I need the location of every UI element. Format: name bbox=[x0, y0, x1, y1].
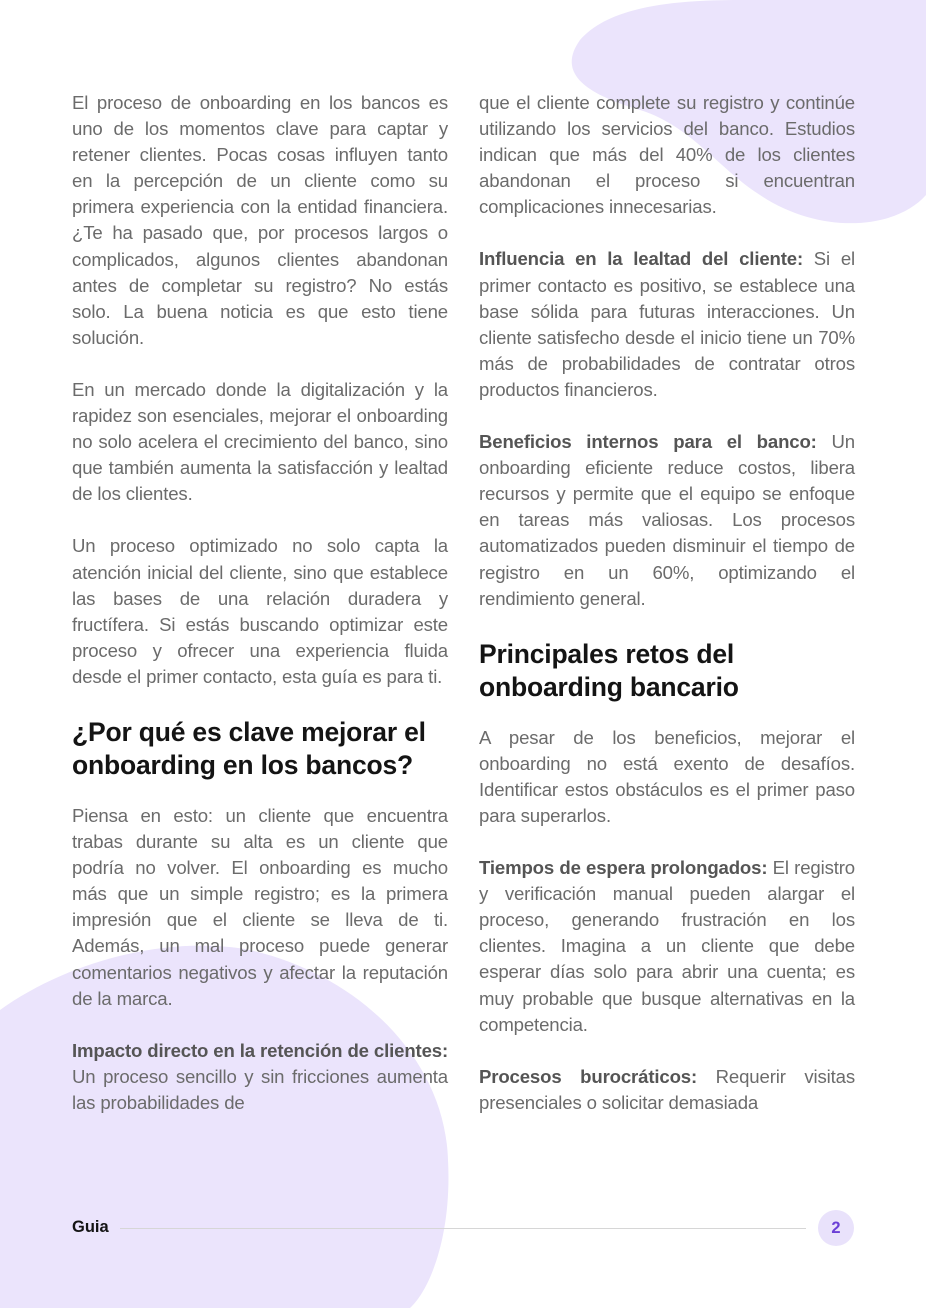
think-about-this-paragraph: Piensa en esto: un cliente que encuentra trabas durante su alta es un cliente que podría no volver. El onboarding es mucho más que un simple registro; es la primera impresión que el cliente se lleva de ti. Además, un mal proceso puede generar comentarios negativos y afectar la reputación de la marca. bbox=[72, 804, 448, 1009]
retention-lead: Impacto directo en la retención de clientes: bbox=[72, 1039, 448, 1061]
internal-benefits-text: Un onboarding eficiente reduce costos, libera recursos y permite que el equipo se enfoque en tareas más valiosas. Los procesos automatizados pueden disminuir el tiempo de registro en un 60%, optimizando el rendimiento general. bbox=[479, 431, 855, 609]
loyalty-text: Si el primer contacto es positivo, se establece una base sólida para futuras interacciones. Un cliente satisfecho desde el inicio tiene un 70% más de probabilidades de contratar otros productos financieros. bbox=[479, 248, 856, 400]
section-heading-challenges: Principales retos del onboarding bancario bbox=[479, 638, 739, 703]
retention-paragraph bbox=[72, 1038, 448, 1116]
loyalty-lead: Influencia en la lealtad del cliente: bbox=[479, 248, 804, 270]
retention-text: Un proceso sencillo y sin fricciones aumenta las probabilidades de bbox=[72, 1065, 448, 1113]
internal-benefits-lead: Beneficios internos para el banco: bbox=[479, 431, 817, 453]
wait-times-lead: Tiempos de espera prolongados: bbox=[479, 857, 768, 879]
intro-paragraph: El proceso de onboarding en los bancos es uno de los momentos clave para captar y retener clientes. Pocas cosas influyen tanto en la percepción de un cliente como su primera experiencia con la entidad financiera. ¿Te ha pasado que, por procesos largos o complicados, algunos clientes abandonan antes de completar su registro? No estás solo. La buena noticia es que esto tiene solución. bbox=[72, 92, 448, 348]
wait-times-text: El registro y verificación manual pueden alargar el proceso, generando frustración en los clientes. Imagina a un cliente que debe esperar días solo para abrir una cuenta; es muy probable que busque alternativas en la competencia. bbox=[479, 857, 855, 1035]
continuation-paragraph: que el cliente complete su registro y continúe utilizando los servicios del banco. Estudios indican que más del 40% de los clientes abandonan el proceso si encuentran complicaciones innecesarias. bbox=[479, 92, 855, 218]
footer-label: Guia bbox=[72, 1218, 109, 1236]
challenges-intro-paragraph: A pesar de los beneficios, mejorar el onboarding no está exento de desafíos. Identificar estos obstáculos es el primer paso para superarlos. bbox=[479, 726, 855, 826]
optimized-process-paragraph: Un proceso optimizado no solo capta la atención inicial del cliente, sino que establece las bases de una relación duradera y fructífera. Si estás buscando optimizar este proceso y ofrecer una experiencia fluida desde el primer contacto, esta guía es para ti. bbox=[72, 535, 448, 687]
bureaucracy-lead: Procesos burocráticos: bbox=[479, 1065, 698, 1087]
internal-benefits-paragraph bbox=[479, 429, 855, 612]
market-paragraph: En un mercado donde la digitalización y la rapidez son esenciales, mejorar el onboarding no solo acelera el crecimiento del banco, sino que también aumenta la satisfacción y lealtad de los clientes. bbox=[72, 378, 448, 505]
wait-times-paragraph bbox=[479, 855, 855, 1038]
loyalty-paragraph bbox=[479, 246, 855, 403]
page-number-badge: 2 bbox=[818, 1210, 854, 1246]
bureaucracy-text: Requerir visitas presenciales o solicitar demasiada bbox=[479, 1065, 855, 1113]
footer-divider bbox=[120, 1228, 806, 1229]
left-column bbox=[72, 90, 448, 1142]
bureaucracy-paragraph bbox=[479, 1064, 855, 1116]
right-column bbox=[479, 90, 855, 1142]
section-heading-why: ¿Por qué es clave mejorar el onboarding en los bancos? bbox=[72, 716, 426, 781]
